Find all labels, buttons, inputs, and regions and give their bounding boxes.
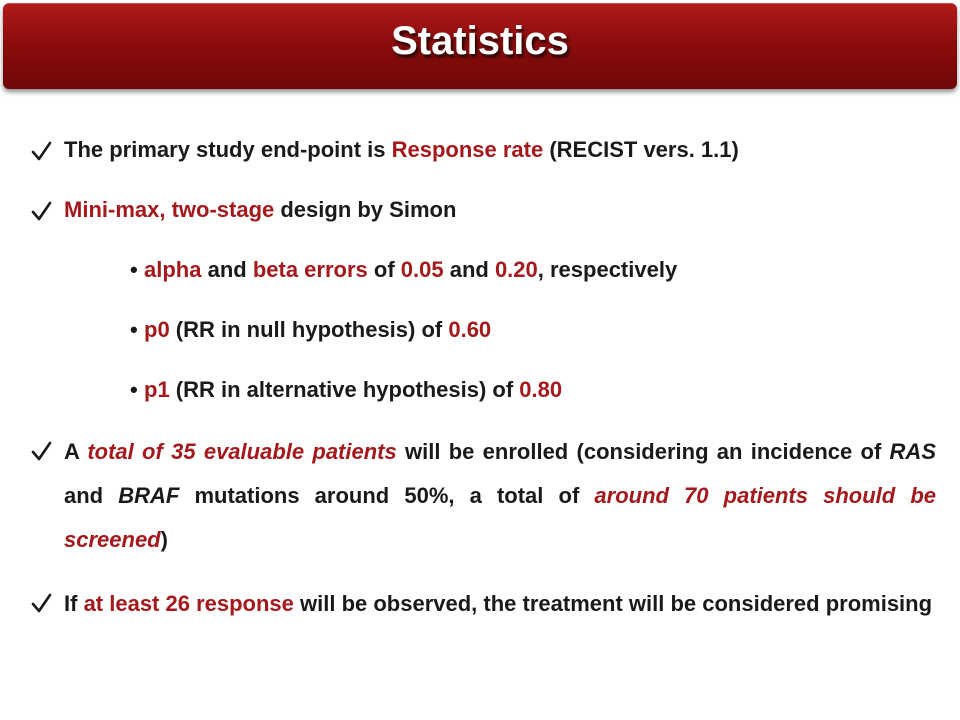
highlight-text: 0.80 xyxy=(519,377,563,402)
gene-name: RAS xyxy=(889,439,936,464)
title-bar xyxy=(3,3,957,89)
item-text xyxy=(64,190,936,230)
bullet-item-p0 xyxy=(130,310,936,350)
text-segment: and xyxy=(201,257,253,282)
highlight-text: p0 xyxy=(144,317,170,342)
text-segment: If xyxy=(64,591,84,616)
text-segment: ) xyxy=(160,527,168,552)
item-text xyxy=(64,130,936,170)
slide-title: Statistics xyxy=(391,19,569,63)
checklist-item-design xyxy=(30,190,936,230)
text-segment: , respectively xyxy=(537,257,678,282)
check-icon xyxy=(30,190,58,230)
bullet-icon: • xyxy=(130,257,138,282)
text-segment: and xyxy=(443,257,495,282)
text-segment: The primary study end-point is xyxy=(64,137,392,162)
text-segment: mutations around 50%, a total of xyxy=(179,483,595,508)
text-segment: (RR in alternative hypothesis) of xyxy=(169,377,520,402)
text-segment: (RECIST vers. 1.1) xyxy=(543,137,739,162)
bullet-item-p1 xyxy=(130,370,936,410)
text-segment: and xyxy=(64,483,119,508)
check-icon xyxy=(30,430,58,470)
bullet-icon: • xyxy=(130,377,138,402)
highlight-text: beta errors xyxy=(252,257,368,282)
highlight-text: p1 xyxy=(144,377,170,402)
highlight-text: Mini-max, two-stage xyxy=(64,197,275,222)
highlight-text: 0.05 xyxy=(400,257,444,282)
highlight-text: at least 26 response xyxy=(83,591,294,616)
highlight-text: total of 35 evaluable patients xyxy=(87,439,397,464)
check-icon xyxy=(30,130,58,170)
checklist-item-enrollment xyxy=(30,430,936,562)
text-segment: A xyxy=(64,439,88,464)
checklist-item-endpoint xyxy=(30,130,936,170)
text-segment: will be enrolled (considering an incidence of xyxy=(396,439,890,464)
highlight-text: Response rate xyxy=(391,137,544,162)
highlight-text: 0.60 xyxy=(448,317,492,342)
item-text xyxy=(64,430,936,562)
checklist-item-response xyxy=(30,582,936,626)
highlight-text: alpha xyxy=(144,257,202,282)
item-text xyxy=(64,582,936,626)
check-icon xyxy=(30,582,58,622)
highlight-text: 0.20 xyxy=(494,257,538,282)
bullet-icon: • xyxy=(130,317,138,342)
text-segment: of xyxy=(367,257,401,282)
text-segment: (RR in null hypothesis) of xyxy=(169,317,449,342)
bullet-item-errors xyxy=(130,250,936,290)
highlight-text: around 70 patients should be screened xyxy=(64,483,936,552)
text-segment: design by Simon xyxy=(274,197,457,222)
slide-content xyxy=(30,130,936,626)
text-segment: will be observed, the treatment will be considered promising xyxy=(293,591,933,616)
gene-name: BRAF xyxy=(118,483,180,508)
